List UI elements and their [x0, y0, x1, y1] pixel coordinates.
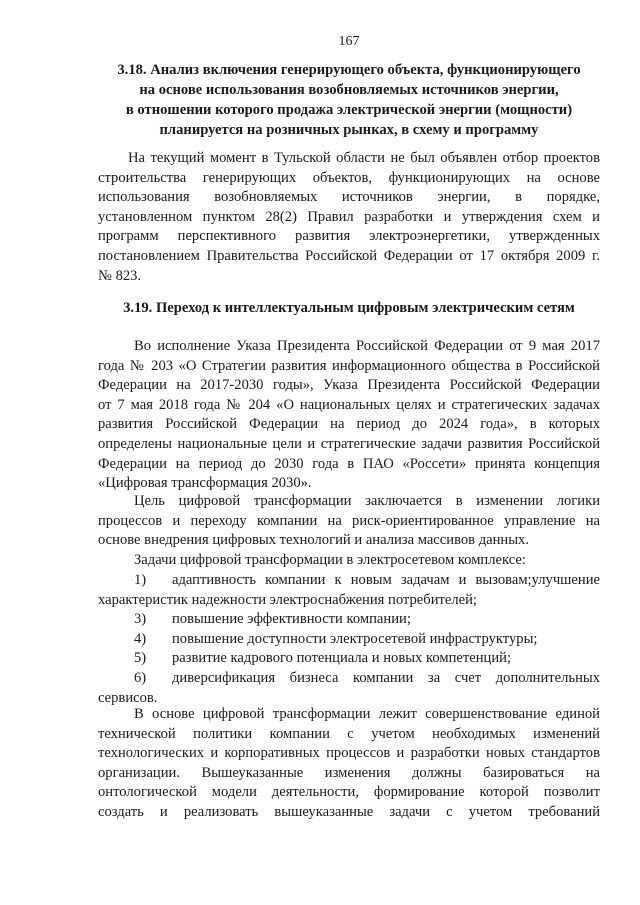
- text-line: процессов и переходу компании на риск-ориентированное управление на: [98, 512, 600, 529]
- list-item-text: повышение эффективности компании;: [172, 611, 411, 628]
- heading-line: планируется на розничных рынках, в схему и программу: [159, 122, 539, 138]
- text-line: определены национальные цели и стратегические задачи развития Российской: [98, 435, 600, 452]
- text-line: развития Российской Федерации на период до 2024 года», в которых: [98, 416, 600, 433]
- section-3-19-paragraph-2: [98, 492, 600, 551]
- section-3-19-paragraph-3: [98, 705, 600, 823]
- tasks-intro: [98, 551, 600, 571]
- text-line: установленном пунктом 28(2) Правил разработки и утверждения схем и: [98, 208, 600, 225]
- heading-line: 3.19. Переход к интеллектуальным цифровым электрическим сетям: [123, 300, 575, 316]
- text-line: постановлением Правительства Российской Федерации от 17 октября 2009 г.: [98, 247, 600, 264]
- list-item-text: повышение доступности электросетевой инфраструктуры;: [172, 630, 538, 647]
- text-line: от 7 мая 2018 года № 204 «О национальных целях и стратегических задачах: [98, 396, 600, 413]
- tasks-list: [98, 571, 600, 708]
- text-line: Во исполнение Указа Президента Российской Федерации от 9 мая 2017: [134, 338, 600, 354]
- text-line: года № 203 «О Стратегии развития информационного общества в Российской: [98, 357, 600, 374]
- page-number: 167: [338, 34, 360, 49]
- list-item-number: 4): [134, 630, 147, 647]
- list-item: [98, 571, 600, 610]
- heading-line: на основе использования возобновляемых источников энергии,: [139, 82, 559, 98]
- list-item-number: 6): [134, 669, 147, 686]
- list-item-number: 3): [134, 611, 147, 628]
- list-item-text: развитие кадрового потенциала и новых компетенций;: [172, 650, 512, 667]
- text-line: создать и реализовать вышеуказанные задачи с учетом требований: [98, 803, 600, 820]
- text-line: онтологической модели деятельности, формирование которой позволит: [98, 784, 600, 801]
- heading-line: в отношении которого продажа электрической энергии (мощности): [125, 102, 573, 118]
- list-item-text: диверсификация бизнеса компании за счет дополнительных: [172, 669, 600, 686]
- section-3-19-heading: [98, 298, 600, 318]
- text-line: «Цифровая трансформация 2030».: [98, 475, 312, 492]
- list-item-text: сервисов.: [98, 689, 158, 706]
- text-line: строительства генерирующих объектов, функционирующих на основе: [98, 169, 600, 186]
- text-line: основе внедрения цифровых технологий и анализа массивов данных.: [98, 532, 529, 549]
- list-item: [98, 669, 600, 708]
- section-3-18-paragraph: [98, 149, 600, 286]
- list-item-number: 1): [134, 572, 147, 588]
- text-line: программ перспективного развития электроэнергетики, утвержденных: [98, 228, 600, 245]
- list-item-text: характеристик надежности электроснабжения потребителей;: [98, 591, 477, 608]
- text-line: технологических и корпоративных процессов и разработки новых стандартов: [98, 745, 600, 762]
- list-item: [98, 630, 600, 650]
- text-line: Федерации на 2017-2030 годы», Указа Президента Российской Федерации: [98, 377, 600, 394]
- text-line: Цель цифровой трансформации заключается в изменении логики: [134, 493, 600, 509]
- text-line: использования возобновляемых источников энергии, в порядке,: [98, 189, 600, 206]
- list-item-text: адаптивность компании к новым задачам и вызовам;улучшение: [172, 572, 600, 588]
- section-3-19-paragraph-1: [98, 337, 600, 494]
- text-line: На текущий момент в Тульской области не был объявлен отбор проектов: [128, 150, 600, 166]
- list-item: [98, 610, 600, 630]
- text-line: технической политики компании с учетом необходимых изменений: [98, 725, 600, 742]
- heading-line: 3.18. Анализ включения генерирующего объекта, функционирующего: [117, 62, 581, 78]
- list-item-number: 5): [134, 650, 147, 667]
- text-line: Федерации на период до 2030 года в ПАО «Россети» принята концепция: [98, 455, 600, 472]
- section-3-18-heading: [98, 60, 600, 140]
- text-line: № 823.: [98, 267, 142, 284]
- text-line: В основе цифровой трансформации лежит совершенствование единой: [134, 706, 600, 722]
- text-line: организации. Вышеуказанные изменения должны базироваться на: [98, 764, 600, 781]
- list-item: [98, 649, 600, 669]
- text-line: Задачи цифровой трансформации в электросетевом комплексе:: [134, 552, 526, 568]
